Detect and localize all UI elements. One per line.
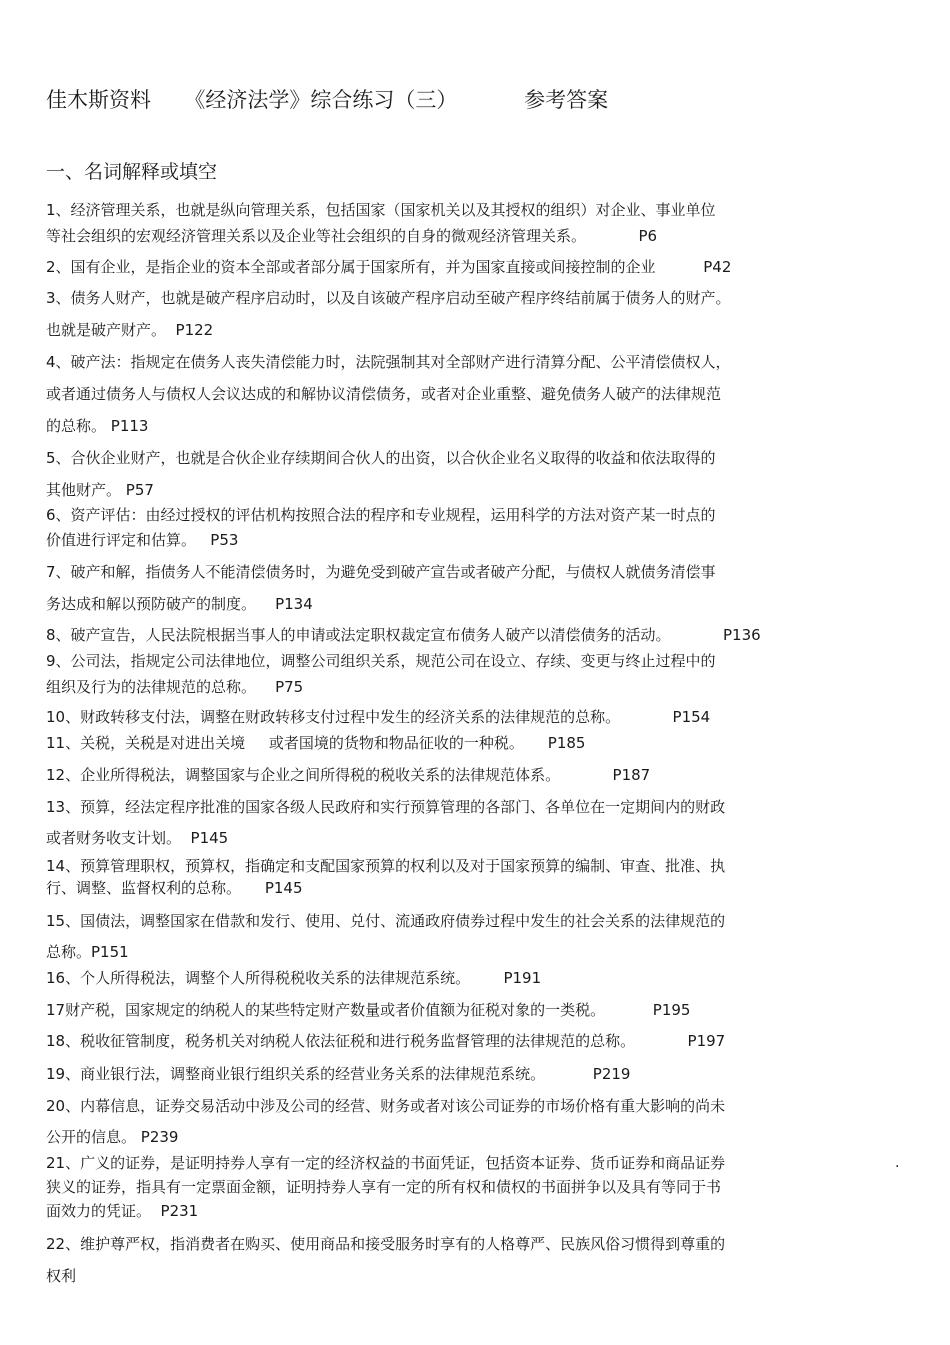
stray-dot: . <box>895 1155 900 1171</box>
text-line: 2、国有企业，是指企业的资本全部或者部分属于国家所有，并为国家直接或间接控制的企业 P42 <box>46 258 732 276</box>
text-line: 也就是破产财产。 P122 <box>46 321 214 339</box>
text-line: 权利 <box>46 1267 77 1285</box>
text-line: 务达成和解以预防破产的制度。 P134 <box>46 595 313 613</box>
text-line: 9、公司法，指规定公司法律地位，调整公司组织关系，规范公司在设立、存续、变更与终止过程中的 <box>46 652 716 670</box>
text-line: 5、合伙企业财产，也就是合伙企业存续期间合伙人的出资，以合伙企业名义取得的收益和依法取得的 <box>46 449 716 467</box>
text-line: 13、预算，经法定程序批准的国家各级人民政府和实行预算管理的各部门、各单位在一定期间内的财政 <box>46 798 726 816</box>
text-line: 等社会组织的宏观经济管理关系以及企业等社会组织的自身的微观经济管理关系。 P6 <box>46 227 658 245</box>
text-line: 其他财产。 P57 <box>46 481 154 499</box>
text-line: 公开的信息。 P239 <box>46 1128 179 1146</box>
text-line: 10、财政转移支付法，调整在财政转移支付过程中发生的经济关系的法律规范的总称。 P154 <box>46 708 711 726</box>
text-line: 4、破产法：指规定在债务人丧失清偿能力时，法院强制其对全部财产进行清算分配、公平清偿债权人， <box>46 353 731 371</box>
text-line: 11、关税，关税是对进出关境 或者国境的货物和物品征收的一种税。 P185 <box>46 734 586 752</box>
text-line: 17财产税，国家规定的纳税人的某些特定财产数量或者价值额为征税对象的一类税。 P195 <box>46 1001 691 1019</box>
document-title: 佳木斯资料 《经济法学》综合练习（三） 参考答案 <box>46 88 609 112</box>
text-line: 或者财务收支计划。 P145 <box>46 829 229 847</box>
text-line: 12、企业所得税法，调整国家与企业之间所得税的税收关系的法律规范体系。 P187 <box>46 766 651 784</box>
text-line: 22、维护尊严权，指消费者在购买、使用商品和接受服务时享有的人格尊严、民族风俗习惯得到尊重的 <box>46 1235 726 1253</box>
text-line: 行、调整、监督权利的总称。 P145 <box>46 879 303 897</box>
text-line: 狭义的证券，指具有一定票面金额，证明持券人享有一定的所有权和债权的书面拼争以及具有等同于书 <box>46 1178 722 1196</box>
text-line: 21、广义的证券，是证明持券人享有一定的经济权益的书面凭证，包括资本证券、货币证券和商品证券 <box>46 1154 726 1172</box>
text-line: 面效力的凭证。 P231 <box>46 1202 199 1220</box>
text-line: 19、商业银行法，调整商业银行组织关系的经营业务关系的法律规范系统。 P219 <box>46 1065 631 1083</box>
text-line: 18、税收征管制度，税务机关对纳税人依法征税和进行税务监督管理的法律规范的总称。 P197 <box>46 1032 726 1050</box>
text-line: 1、经济管理关系，也就是纵向管理关系，包括国家（国家机关以及其授权的组织）对企业、事业单位 <box>46 201 716 219</box>
text-line: 15、国债法，调整国家在借款和发行、使用、兑付、流通政府债券过程中发生的社会关系的法律规范的 <box>46 912 726 930</box>
text-line: 16、个人所得税法，调整个人所得税税收关系的法律规范系统。 P191 <box>46 969 542 987</box>
text-line: 总称。P151 <box>46 943 129 961</box>
text-line: 6、资产评估：由经过授权的评估机构按照合法的程序和专业规程，运用科学的方法对资产某一时点的 <box>46 506 716 524</box>
text-line: 组织及行为的法律规范的总称。 P75 <box>46 678 304 696</box>
section-heading: 一、名词解释或填空 <box>46 161 218 183</box>
text-line: 8、破产宣告，人民法院根据当事人的申请或法定职权裁定宣布债务人破产以清偿债务的活动。 P136 <box>46 626 761 644</box>
text-line: 3、债务人财产，也就是破产程序启动时，以及自该破产程序启动至破产程序终结前属于债务人的财产。 <box>46 289 731 307</box>
text-line: 价值进行评定和估算。 P53 <box>46 531 239 549</box>
text-line: 或者通过债务人与债权人会议达成的和解协议清偿债务，或者对企业重整、避免债务人破产的法律规范 <box>46 385 722 403</box>
text-line: 20、内幕信息，证券交易活动中涉及公司的经营、财务或者对该公司证券的市场价格有重大影响的尚未 <box>46 1097 726 1115</box>
text-line: 7、破产和解，指债务人不能清偿债务时，为避免受到破产宣告或者破产分配，与债权人就债务清偿事 <box>46 563 716 581</box>
text-line: 的总称。 P113 <box>46 417 149 435</box>
text-line: 14、预算管理职权，预算权，指确定和支配国家预算的权利以及对于国家预算的编制、审查、批准、执 <box>46 857 726 875</box>
